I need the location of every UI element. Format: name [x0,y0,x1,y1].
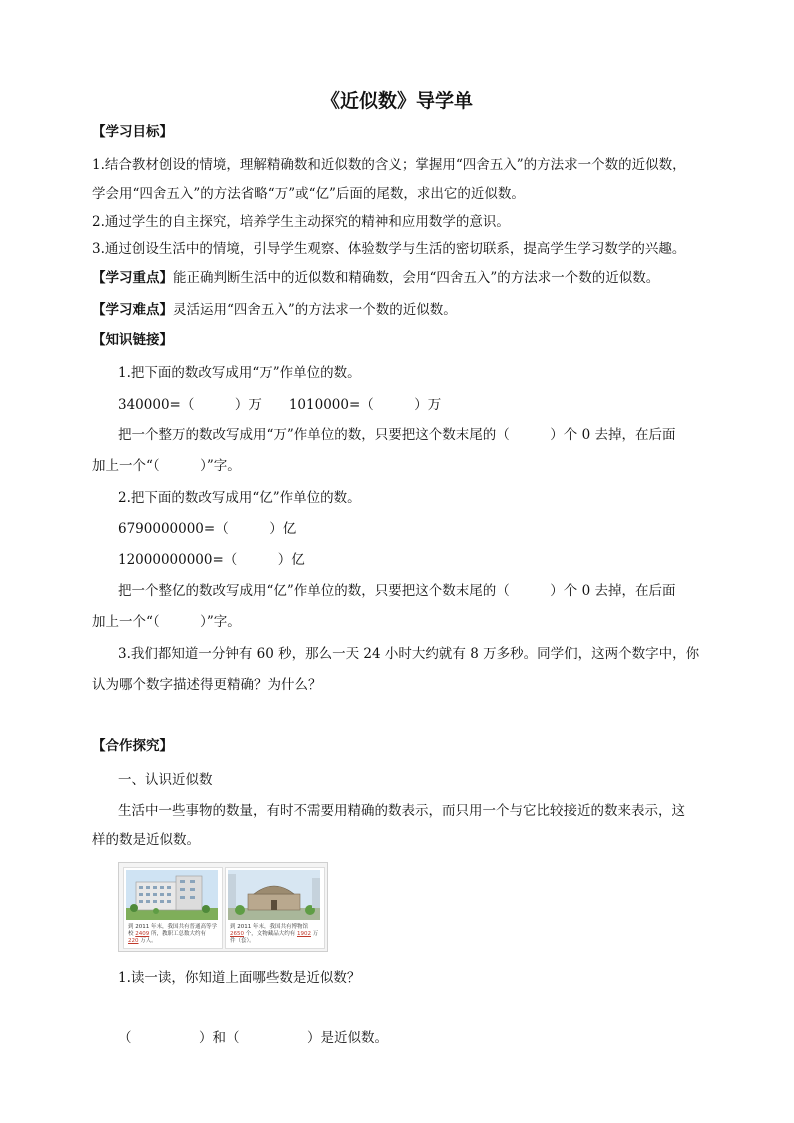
caption-number: 2650 [230,931,244,937]
question-1-rule-line-2: 加上一个“（ ）”字。 [92,458,241,474]
question-2-expression-2: 12000000000=（ ）亿 [118,552,305,568]
read-question: 1.读一读，你知道上面哪些数是近似数？ [118,970,361,986]
intro-line-1: 生活中一些事物的数量，有时不需要用精确的数表示，而只用一个与它比较接近的数来表示，这 [118,803,685,819]
textbook-illustration [118,862,328,952]
question-3-line-2: 认为哪个数字描述得更精确？为什么？ [92,677,322,693]
objective-2: 2.通过学生的自主探究，培养学生主动探究的精神和应用数学的意识。 [92,214,510,230]
question-2-rule-line-1: 把一个整亿的数改写成用“亿”作单位的数，只要把这个数末尾的（ ）个 0 去掉，在后面 [118,583,676,599]
key-point [92,268,659,288]
caption-number: 220 [128,938,139,944]
knowledge-link-heading: 【知识链接】 [92,332,173,348]
intro-line-2: 样的数是近似数。 [92,832,200,848]
answer-line: （ ）和（ ）是近似数。 [118,1030,388,1046]
question-2-expression-1: 6790000000=（ ）亿 [118,521,297,537]
museum-photo [225,867,325,949]
difficulty-text: 灵活运用“四舍五入”的方法求一个数的近似数。 [173,302,457,318]
museum-caption [230,924,320,945]
question-1-expression: 340000=（ ）万 1010000=（ ）万 [118,397,442,413]
question-3-line-1: 3.我们都知道一分钟有 60 秒，那么一天 24 小时大约就有 8 万多秒。同学们，这两个数字中，你 [118,646,700,662]
caption-number: 1902 [297,931,311,937]
university-building-image [126,870,218,920]
caption-text: 万件（套）。 [230,931,319,944]
question-1: 1.把下面的数改写成用“万”作单位的数。 [118,365,361,381]
objective-3: 3.通过创设生活中的情境，引导学生观察、体验数学与生活的密切联系，提高学生学习数学的兴趣。 [92,241,686,257]
key-point-label: 【学习重点】 [92,270,173,286]
caption-text: 到 2011 年末，我国共有普通高等学校 [128,924,217,937]
objective-1-line-2: 学会用“四舍五入”的方法省略“万”或“亿”后面的尾数，求出它的近似数。 [92,186,525,202]
key-point-text: 能正确判断生活中的近似数和精确数，会用“四舍五入”的方法求一个数的近似数。 [173,270,660,286]
objective-1-line-1: 1.结合教材创设的情境，理解精确数和近似数的含义；掌握用“四舍五入”的方法求一个数的近似数， [92,157,686,173]
caption-text: 所，教职工总数大约有 [149,931,206,937]
university-caption [128,924,218,945]
objectives-heading: 【学习目标】 [92,124,173,140]
question-1-rule-line-1: 把一个整万的数改写成用“万”作单位的数，只要把这个数末尾的（ ）个 0 去掉，在后面 [118,427,676,443]
question-2-rule-line-2: 加上一个“（ ）”字。 [92,614,241,630]
caption-text: 到 2011 年末，我国共有博物馆 [230,924,308,930]
question-2: 2.把下面的数改写成用“亿”作单位的数。 [118,490,361,506]
difficulty [92,300,457,320]
caption-number: 2409 [135,931,150,937]
university-photo [123,867,223,949]
section-heading-approximate-numbers: 一、认识近似数 [118,772,213,788]
difficulty-label: 【学习难点】 [92,302,173,318]
explore-heading: 【合作探究】 [92,738,173,754]
caption-text: 万人。 [138,938,157,944]
museum-building-image [228,870,320,920]
page-title: 《近似数》导学单 [320,90,473,112]
caption-text: 个，文物藏品大约有 [244,931,297,937]
